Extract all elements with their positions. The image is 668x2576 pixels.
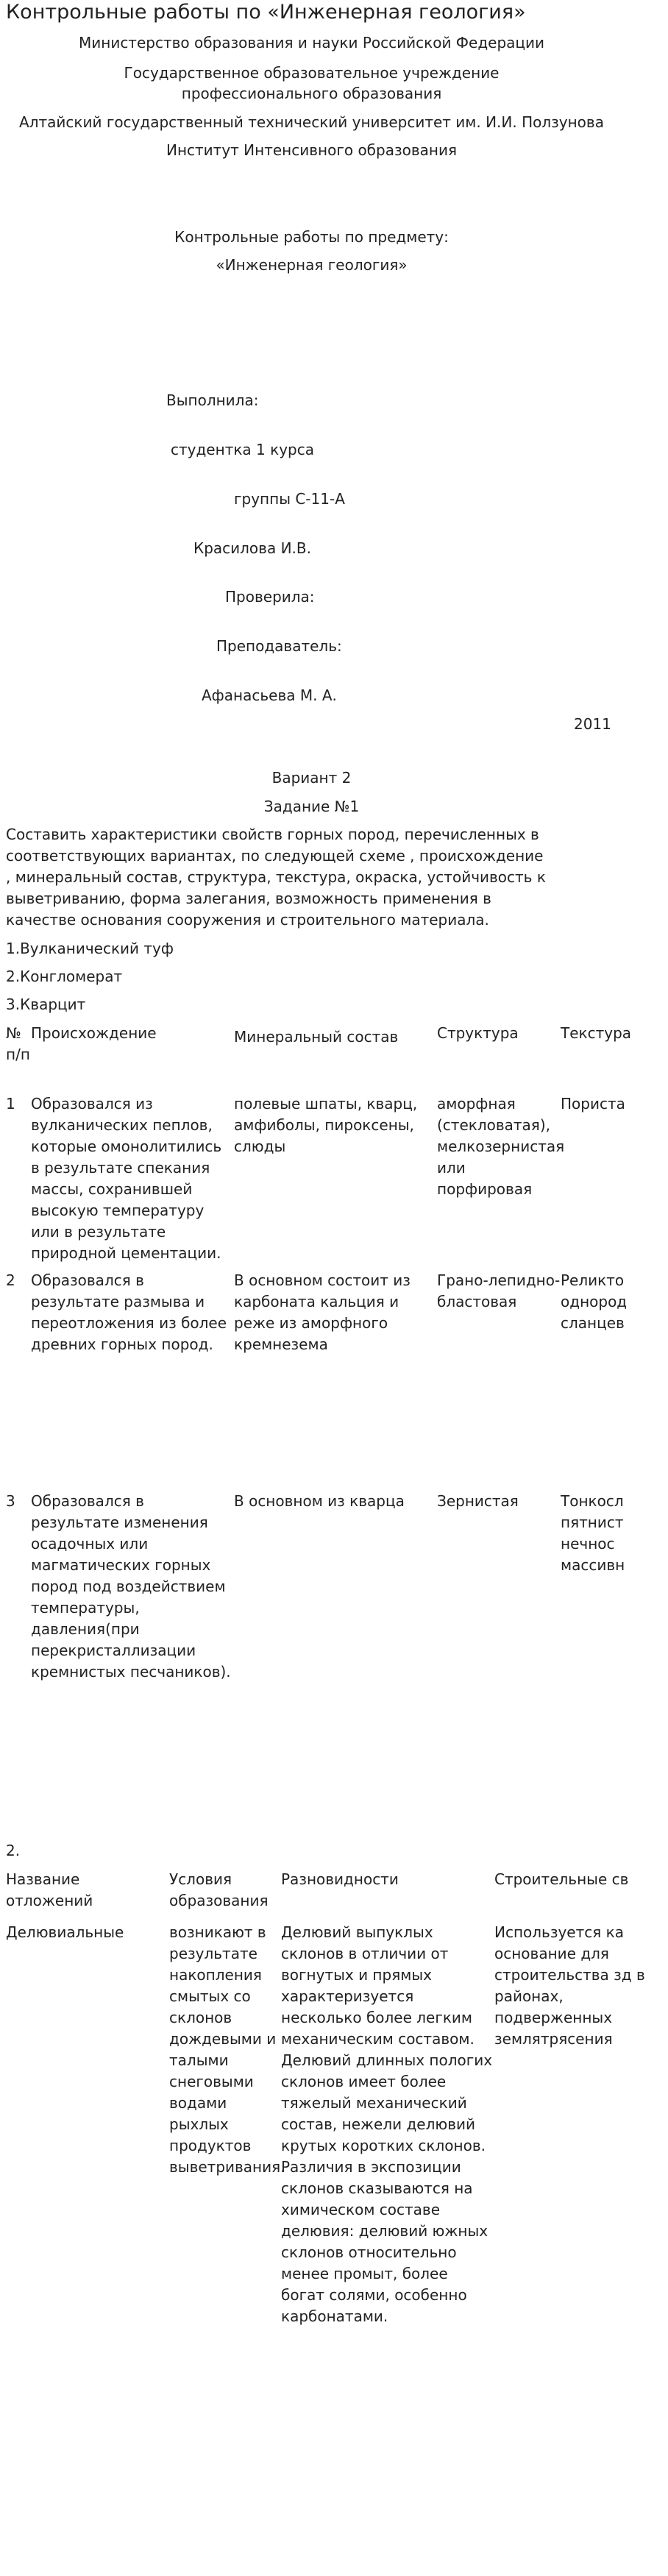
year: 2011 [574, 715, 611, 733]
student-group: группы С-11-А [234, 490, 345, 508]
header-deposit-name: Название отложений [6, 1870, 93, 1909]
row-origin: Образовался в результате размыва и переотложения из более древних горных пород. [31, 1271, 227, 1353]
subject-line-2: «Инженерная геология» [216, 256, 408, 274]
task1-item-1: 1.Вулканический туф [6, 940, 174, 957]
teacher-name: Афанасьева М. А. [202, 686, 337, 704]
row-mineral: полевые шпаты, кварц, амфиболы, пироксены, слюды [234, 1095, 418, 1155]
performed-label: Выполнила: [166, 391, 259, 409]
row-number: 3 [6, 1492, 15, 1510]
teacher-label: Преподаватель: [216, 637, 342, 655]
institution-line-1: Государственное образовательное учреждение [124, 64, 500, 82]
header-structure: Структура [437, 1024, 519, 1042]
table-row [6, 1270, 668, 1491]
student-course: студентка 1 курса [171, 441, 314, 458]
task1-description: Составить характеристики свойств горных пород, перечисленных в соответствующих вариантах, по следующей схеме , происхождение , минеральный состав, структура, текстура, окраска, устойчивость к выветриванию, форма залегания, возможность применения в качестве основания сооружения и строительного материала. [6, 826, 546, 929]
header-mineral: Минеральный состав [234, 1028, 399, 1046]
row-varieties: Делювий выпуклых склонов в отличии от вогнутых и прямых характеризуется несколько более легким механическим составом. Делювий длинных пологих склонов имеет более тяжелый механический состав, нежели делювий крутых коротких склонов. Различия в экспозиции склонов сказываются на химическом составе делювия: делювий южных склонов относительно менее промыт, более богат солями, особенно карбонатами. [281, 1923, 493, 2325]
table-row [6, 1093, 668, 1270]
ministry-line: Министерство образования и науки Российской Федерации [78, 34, 545, 52]
variant-title: Вариант 2 [271, 769, 352, 787]
table-row [6, 1922, 668, 2327]
row-origin: Образовался из вулканических пеплов, которые омонолитились в результате спекания массы, сохранившей высокую температуру или в результате природной цементации. [31, 1095, 222, 1262]
table-row [6, 1491, 668, 1711]
rock-properties-table [6, 1023, 668, 1711]
page-title: Контрольные работы по «Инженерная геология» [6, 1, 526, 24]
row-structure: Грано-лепидно-бластовая [437, 1271, 561, 1310]
deposits-table [6, 1869, 668, 2327]
checked-label: Проверила: [225, 588, 315, 606]
student-name: Красилова И.В. [193, 539, 311, 557]
row-conditions: возникают в результате накопления смытых со склонов дождевыми и талыми снеговыми водами рыхлых продуктов выветривания. [169, 1923, 285, 2176]
task1-item-2: 2.Конгломерат [6, 968, 123, 985]
institute-line: Институт Интенсивного образования [166, 141, 457, 159]
row-deposit-name: Делювиальные [6, 1923, 124, 1941]
task1-title: Задание №1 [263, 798, 360, 815]
institution-line-2: профессионального образования [181, 85, 442, 102]
row-texture: Реликто однород сланцев [561, 1271, 628, 1332]
university-line: Алтайский государственный технический университет им. И.И. Ползунова [19, 113, 604, 131]
header-varieties: Разновидности [281, 1870, 399, 1888]
task1-item-3: 3.Кварцит [6, 996, 86, 1013]
row-mineral: В основном состоит из карбоната кальция и реже из аморфного кремнезема [234, 1271, 411, 1353]
table-header-row [6, 1023, 668, 1093]
task2-title: 2. [6, 1842, 21, 1859]
header-building-properties: Строительные св [494, 1870, 629, 1888]
row-number: 1 [6, 1095, 15, 1113]
header-texture: Текстура [561, 1024, 632, 1042]
header-number: № п/п [6, 1024, 30, 1063]
row-number: 2 [6, 1271, 15, 1289]
header-conditions: Условия образования [169, 1870, 269, 1909]
row-texture: Пориста [561, 1095, 625, 1113]
subject-line-1: Контрольные работы по предмету: [174, 228, 449, 246]
row-building-properties: Используется ка основание для строительства зд в районах, подверженных землятрясения [494, 1923, 645, 2048]
row-mineral: В основном из кварца [234, 1492, 405, 1510]
row-origin: Образовался в результате изменения осадочных или магматических горных пород под воздействием температуры, давления(при перекристаллизации кремнистых песчаников). [31, 1492, 231, 1681]
row-structure: аморфная (стекловатая), мелкозернистая или порфировая [437, 1095, 565, 1198]
table-header-row [6, 1869, 668, 1922]
header-origin: Происхождение [31, 1024, 157, 1042]
row-texture: Тонкосл пятнист нечнос массивн [561, 1492, 625, 1574]
row-structure: Зернистая [437, 1492, 519, 1510]
